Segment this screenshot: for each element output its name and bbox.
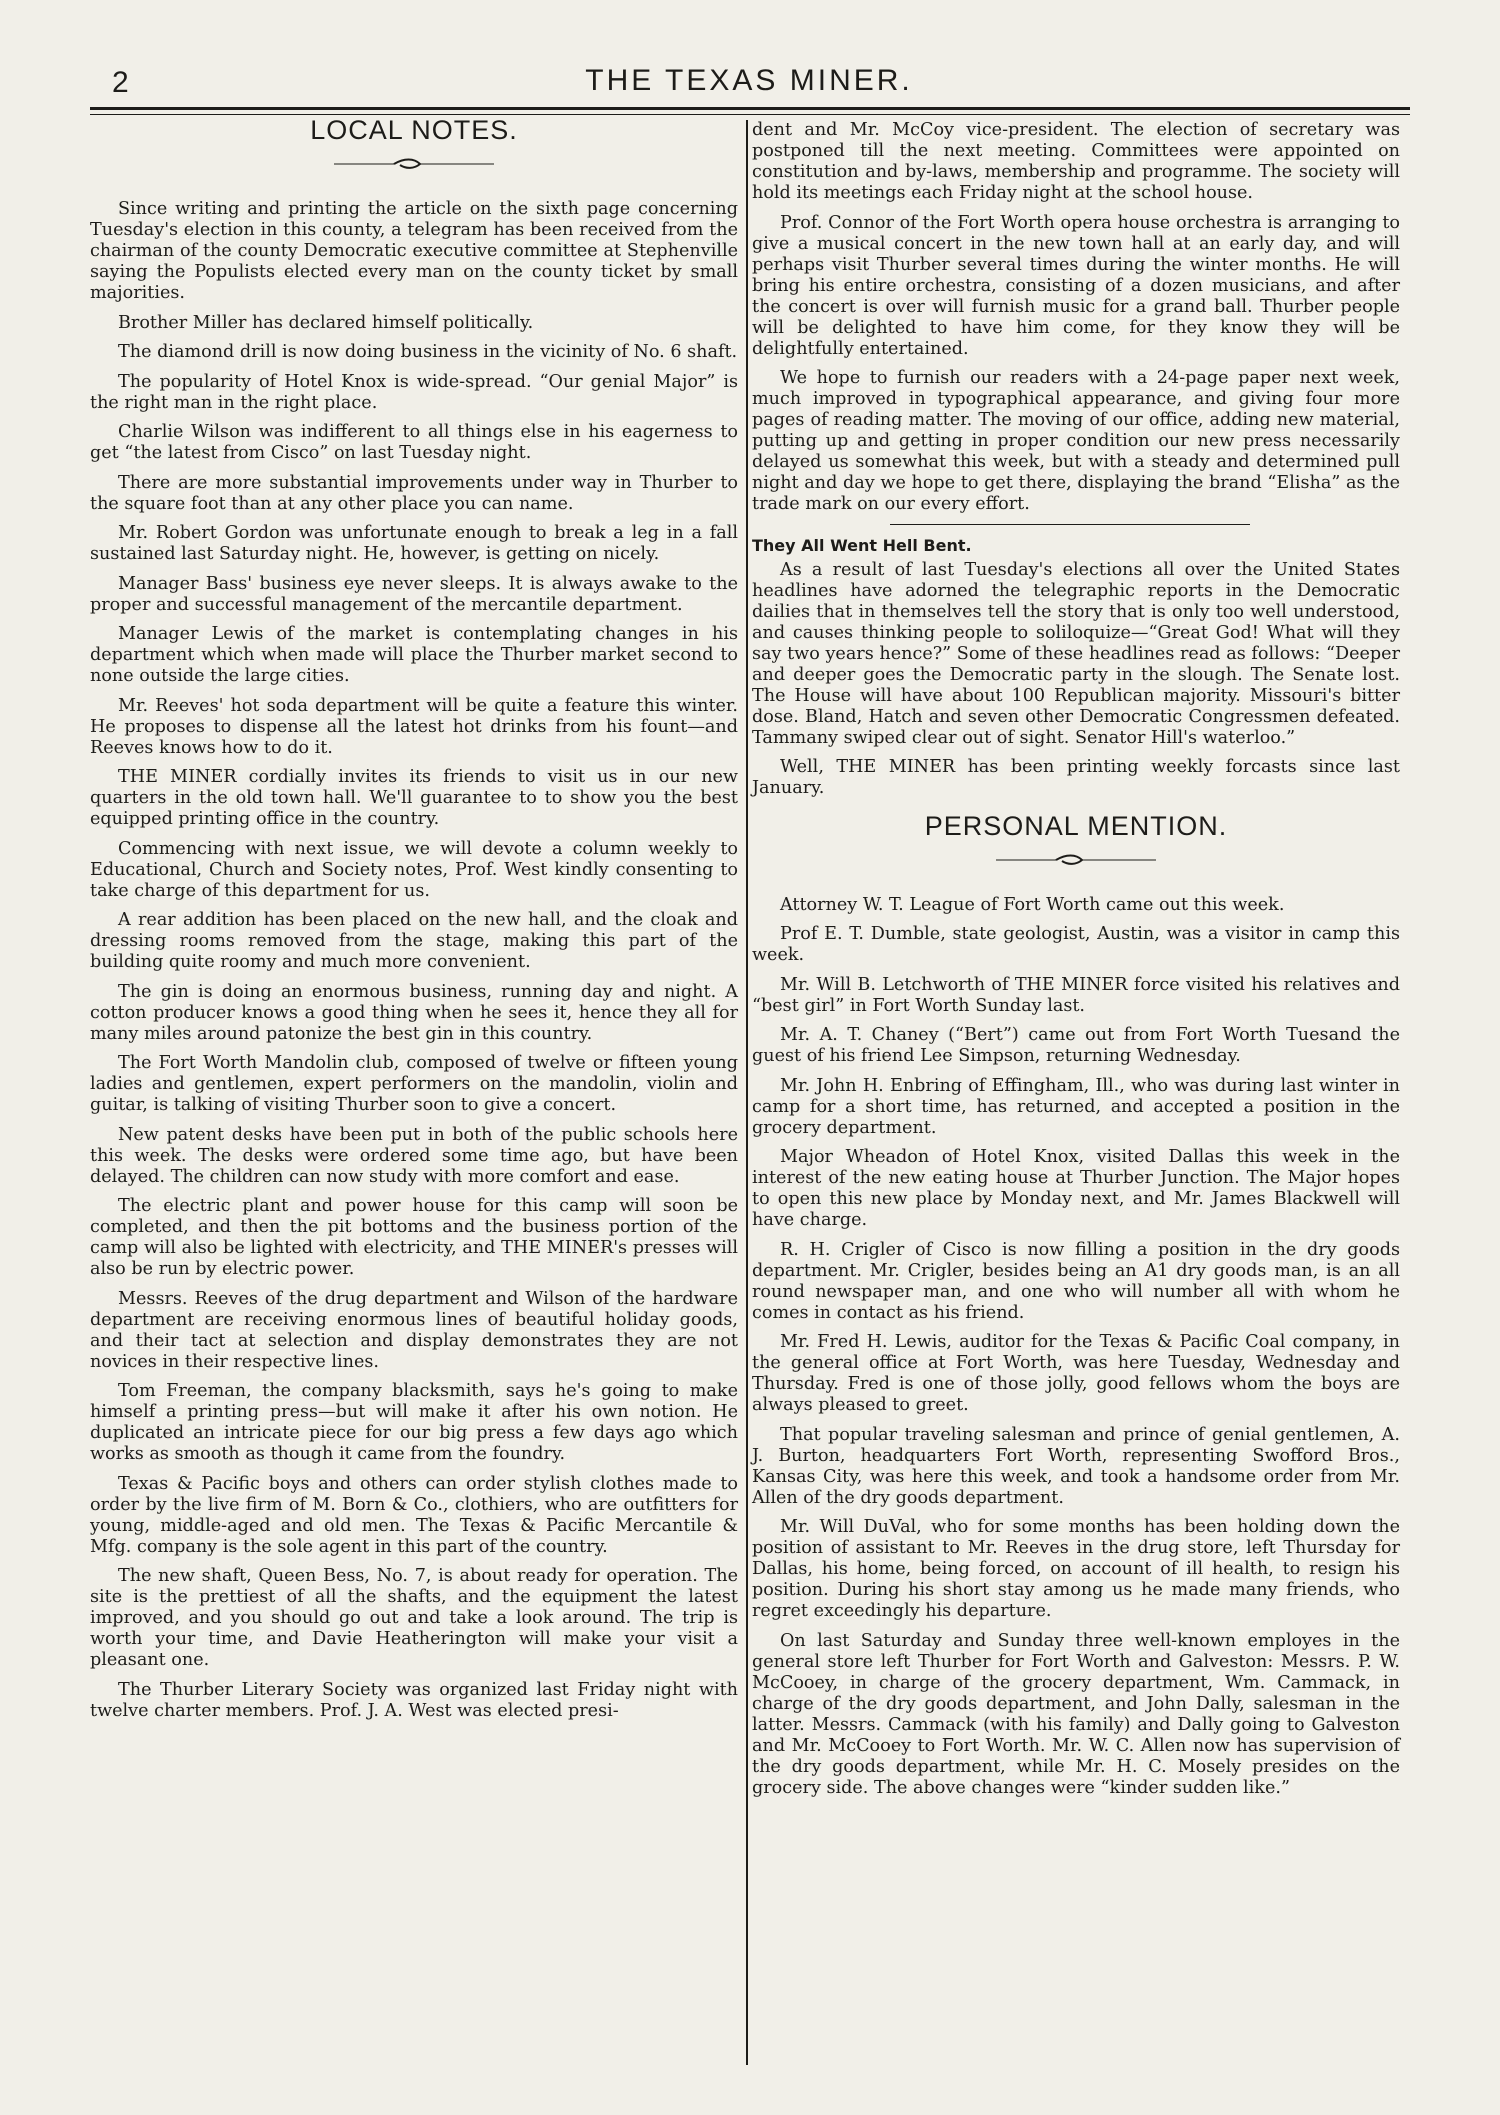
- local-notes-heading: LOCAL NOTES.: [310, 115, 518, 145]
- personal-mention-heading: PERSONAL MENTION.: [924, 810, 1228, 841]
- personal-item: On last Saturday and Sunday three well-known employes in the general store left Thurber for Fort Worth and Galveston: Messrs. P. W. McCooey, in charge of the grocery department, Wm. Cammack, in charge of the dry goods department, and John Dally, salesman in the latter. Messrs. Cammack (with his family) and Dally going to Galveston and Mr. McCooey to Fort Worth. Mr. W. C. Allen now has supervision of the dry goods department, while Mr. H. C. Mosely presides on the grocery side. The above changes were “kinder sudden like.”: [752, 1630, 1400, 1798]
- personal-item: That popular traveling salesman and prince of genial gentlemen, A. J. Burton, headquarters Fort Worth, representing Swofford Bros., Kansas City, was here this week, and took a handsome order from Mr. Allen of the dry goods department.: [752, 1424, 1400, 1508]
- masthead: [88, 58, 1410, 108]
- paper-title: THE TEXAS MINER.: [585, 64, 913, 97]
- column-divider: [746, 120, 748, 2065]
- local-note: Texas & Pacific boys and others can order stylish clothes made to order by the live firm of M. Born & Co., clothiers, who are outfitters for young, middle-aged and old men. The Texas & Pacific Mercantile & Mfg. company is the sole agent in this part of the country.: [90, 1473, 738, 1557]
- local-note: A rear addition has been placed on the new hall, and the cloak and dressing rooms removed from the stage, making this part of the building quite roomy and much more convenient.: [90, 910, 738, 972]
- local-note: The gin is doing an enormous business, running day and night. A cotton producer knows a good thing when he sees it, hence they all for many miles around patonize the best gin in this country.: [90, 981, 738, 1044]
- local-note: Tom Freeman, the company blacksmith, says he's going to make himself a printing press—but will make it after his own notion. He duplicated an intricate piece for our big press a few days ago which works as smooth as though it came from the foundry.: [90, 1381, 738, 1464]
- flourish-icon: [996, 853, 1156, 867]
- local-note: THE MINER cordially invites its friends to visit us in our new quarters in the old town hall. We'll guarantee to to show you the best equipped printing office in the country.: [90, 767, 738, 829]
- local-note: The new shaft, Queen Bess, No. 7, is about ready for operation. The site is the prettiest of all the shafts, and the equipment the latest improved, and you should go out and take a look around. The trip is worth your time, and Davie Heatherington will make your visit a pleasant one.: [90, 1566, 738, 1670]
- flourish-icon: [334, 157, 494, 171]
- local-note-continued: dent and Mr. McCoy vice-president. The election of secretary was postponed till the next meeting. Committees were appointed on constitution and by-laws, membership and programme. The society will hold its meetings each Friday night at the school house.: [752, 120, 1400, 203]
- personal-item: Prof E. T. Dumble, state geologist, Austin, was a visitor in camp this week.: [752, 924, 1400, 965]
- local-note: Mr. Reeves' hot soda department will be quite a feature this winter. He proposes to dispense all the latest hot drinks from his fount—and Reeves knows how to do it.: [90, 695, 738, 758]
- section-divider: [890, 524, 1250, 525]
- local-note: The electric plant and power house for this camp will soon be completed, and then the pit bottoms and the business portion of the camp will also be lighted with electricity, and THE MINER's presses will also be run by electric power.: [90, 1196, 738, 1279]
- left-column: [90, 115, 738, 1730]
- local-note: Prof. Connor of the Fort Worth opera house orchestra is arranging to give a musical concert in the new town hall at an early day, and will perhaps visit Thurber several times during the winter months. He will bring his entire orchestra, consisting of a dozen musicians, and after the concert is over will furnish music for a grand ball. Thurber people will be delighted to have him come, for they know they will be delightfully entertained.: [752, 212, 1400, 359]
- personal-item: Mr. Will DuVal, who for some months has been holding down the position of assistant to Mr. Reeves in the drug store, left Thursday for Dallas, his home, being forced, on account of ill health, to resign his position. During his short stay among us he made many friends, who regret exceedingly his departure.: [752, 1517, 1400, 1621]
- local-note: The popularity of Hotel Knox is wide-spread. “Our genial Major” is the right man in the right place.: [90, 371, 738, 413]
- article-paragraph: Well, THE MINER has been printing weekly forcasts since last January.: [752, 757, 1400, 798]
- personal-item: Mr. John H. Enbring of Effingham, Ill., who was during last winter in camp for a short time, has returned, and accepted a position in the grocery department.: [752, 1075, 1400, 1138]
- local-note: There are more substantial improvements under way in Thurber to the square foot than at any other place you can name.: [90, 472, 738, 514]
- hell-bent-heading: They All Went Hell Bent.: [752, 535, 972, 555]
- masthead-rule-thin: [90, 114, 1410, 115]
- local-note: Brother Miller has declared himself politically.: [118, 312, 534, 333]
- local-note: Commencing with next issue, we will devote a column weekly to Educational, Church and Society notes, Prof. West kindly consenting to take charge of this department for us.: [90, 838, 738, 901]
- page-number: 2: [112, 66, 130, 99]
- heading-ornament: [90, 141, 738, 191]
- local-note: New patent desks have been put in both of the public schools here this week. The desks were ordered some time ago, but have been delayed. The children can now study with more comfort and ease.: [90, 1124, 738, 1187]
- local-note: The Thurber Literary Society was organized last Friday night with twelve charter members. Prof. J. A. West was elected presi-: [90, 1679, 738, 1721]
- personal-item: Mr. A. T. Chaney (“Bert”) came out from Fort Worth Tuesand the guest of his friend Lee Simpson, returning Wednesday.: [752, 1025, 1400, 1066]
- local-note: Manager Lewis of the market is contemplating changes in his department which when made will place the Thurber market second to none outside the large cities.: [90, 624, 738, 686]
- masthead-rule: [90, 107, 1410, 110]
- personal-item: Mr. Fred H. Lewis, auditor for the Texas & Pacific Coal company, in the general office at Fort Worth, was here Tuesday, Wednesday and Thursday. Fred is one of those jolly, good fellows whom the boys are always pleased to greet.: [752, 1332, 1400, 1415]
- right-column: [752, 120, 1400, 1807]
- local-note: We hope to furnish our readers with a 24-page paper next week, much improved in typographical appearance, and giving four more pages of reading matter. The moving of our office, adding new material, putting up and getting in proper condition our new press necessarily delayed us somewhat this week, but with a steady and determined pull night and day we hope to get there, displaying the brand “Elisha” as the trade mark on our every effort.: [752, 368, 1400, 514]
- personal-item: Mr. Will B. Letchworth of THE MINER force visited his relatives and “best girl” in Fort Worth Sunday last.: [752, 974, 1400, 1016]
- local-note: Messrs. Reeves of the drug department and Wilson of the hardware department are receiving enormous lines of beautiful holiday goods, and their tact at selection and display demonstrates they are not novices in their respective lines.: [90, 1288, 738, 1372]
- heading-ornament: [752, 837, 1400, 887]
- personal-item: Attorney W. T. League of Fort Worth came out this week.: [780, 894, 1285, 915]
- local-note: Since writing and printing the article on the sixth page concerning Tuesday's election in this county, a telegram has been received from the chairman of the county Democratic executive committee at Stephenville saying the Populists elected every man on the county ticket by small majorities.: [90, 199, 738, 303]
- article-paragraph: As a result of last Tuesday's elections all over the United States headlines have adorned the telegraphic reports in the Democratic dailies that in themselves tell the story that is only too well understood, and causes thinking people to soliloquize—“Great God! What will they say two years hence?” Some of these headlines read as follows: “Deeper and deeper goes the Democratic party in the slough. The Senate lost. The House will have about 100 Republican majority. Missouri's bitter dose. Bland, Hatch and seven other Democratic Congressmen defeated. Tammany swiped clear out of sight. Senator Hill's waterloo.”: [752, 559, 1400, 748]
- local-note: The diamond drill is now doing business in the vicinity of No. 6 shaft.: [118, 342, 738, 362]
- local-note: The Fort Worth Mandolin club, composed of twelve or fifteen young ladies and gentlemen, expert performers on the mandolin, violin and guitar, is talking of visiting Thurber soon to give a concert.: [90, 1053, 738, 1115]
- personal-item: R. H. Crigler of Cisco is now filling a position in the dry goods department. Mr. Crigler, besides being an A1 dry goods man, is an all round newspaper man, and one who will number all with whom he comes in contact as his friend.: [752, 1239, 1400, 1323]
- local-note: Mr. Robert Gordon was unfortunate enough to break a leg in a fall sustained last Saturday night. He, however, is getting on nicely.: [90, 523, 738, 564]
- local-note: Charlie Wilson was indifferent to all things else in his eagerness to get “the latest from Cisco” on last Tuesday night.: [90, 422, 738, 463]
- local-note: Manager Bass' business eye never sleeps. It is always awake to the proper and successful management of the mercantile department.: [90, 573, 738, 615]
- personal-item: Major Wheadon of Hotel Knox, visited Dallas this week in the interest of the new eating house at Thurber Junction. The Major hopes to open this new place by Monday next, and Mr. James Blackwell will have charge.: [752, 1147, 1400, 1230]
